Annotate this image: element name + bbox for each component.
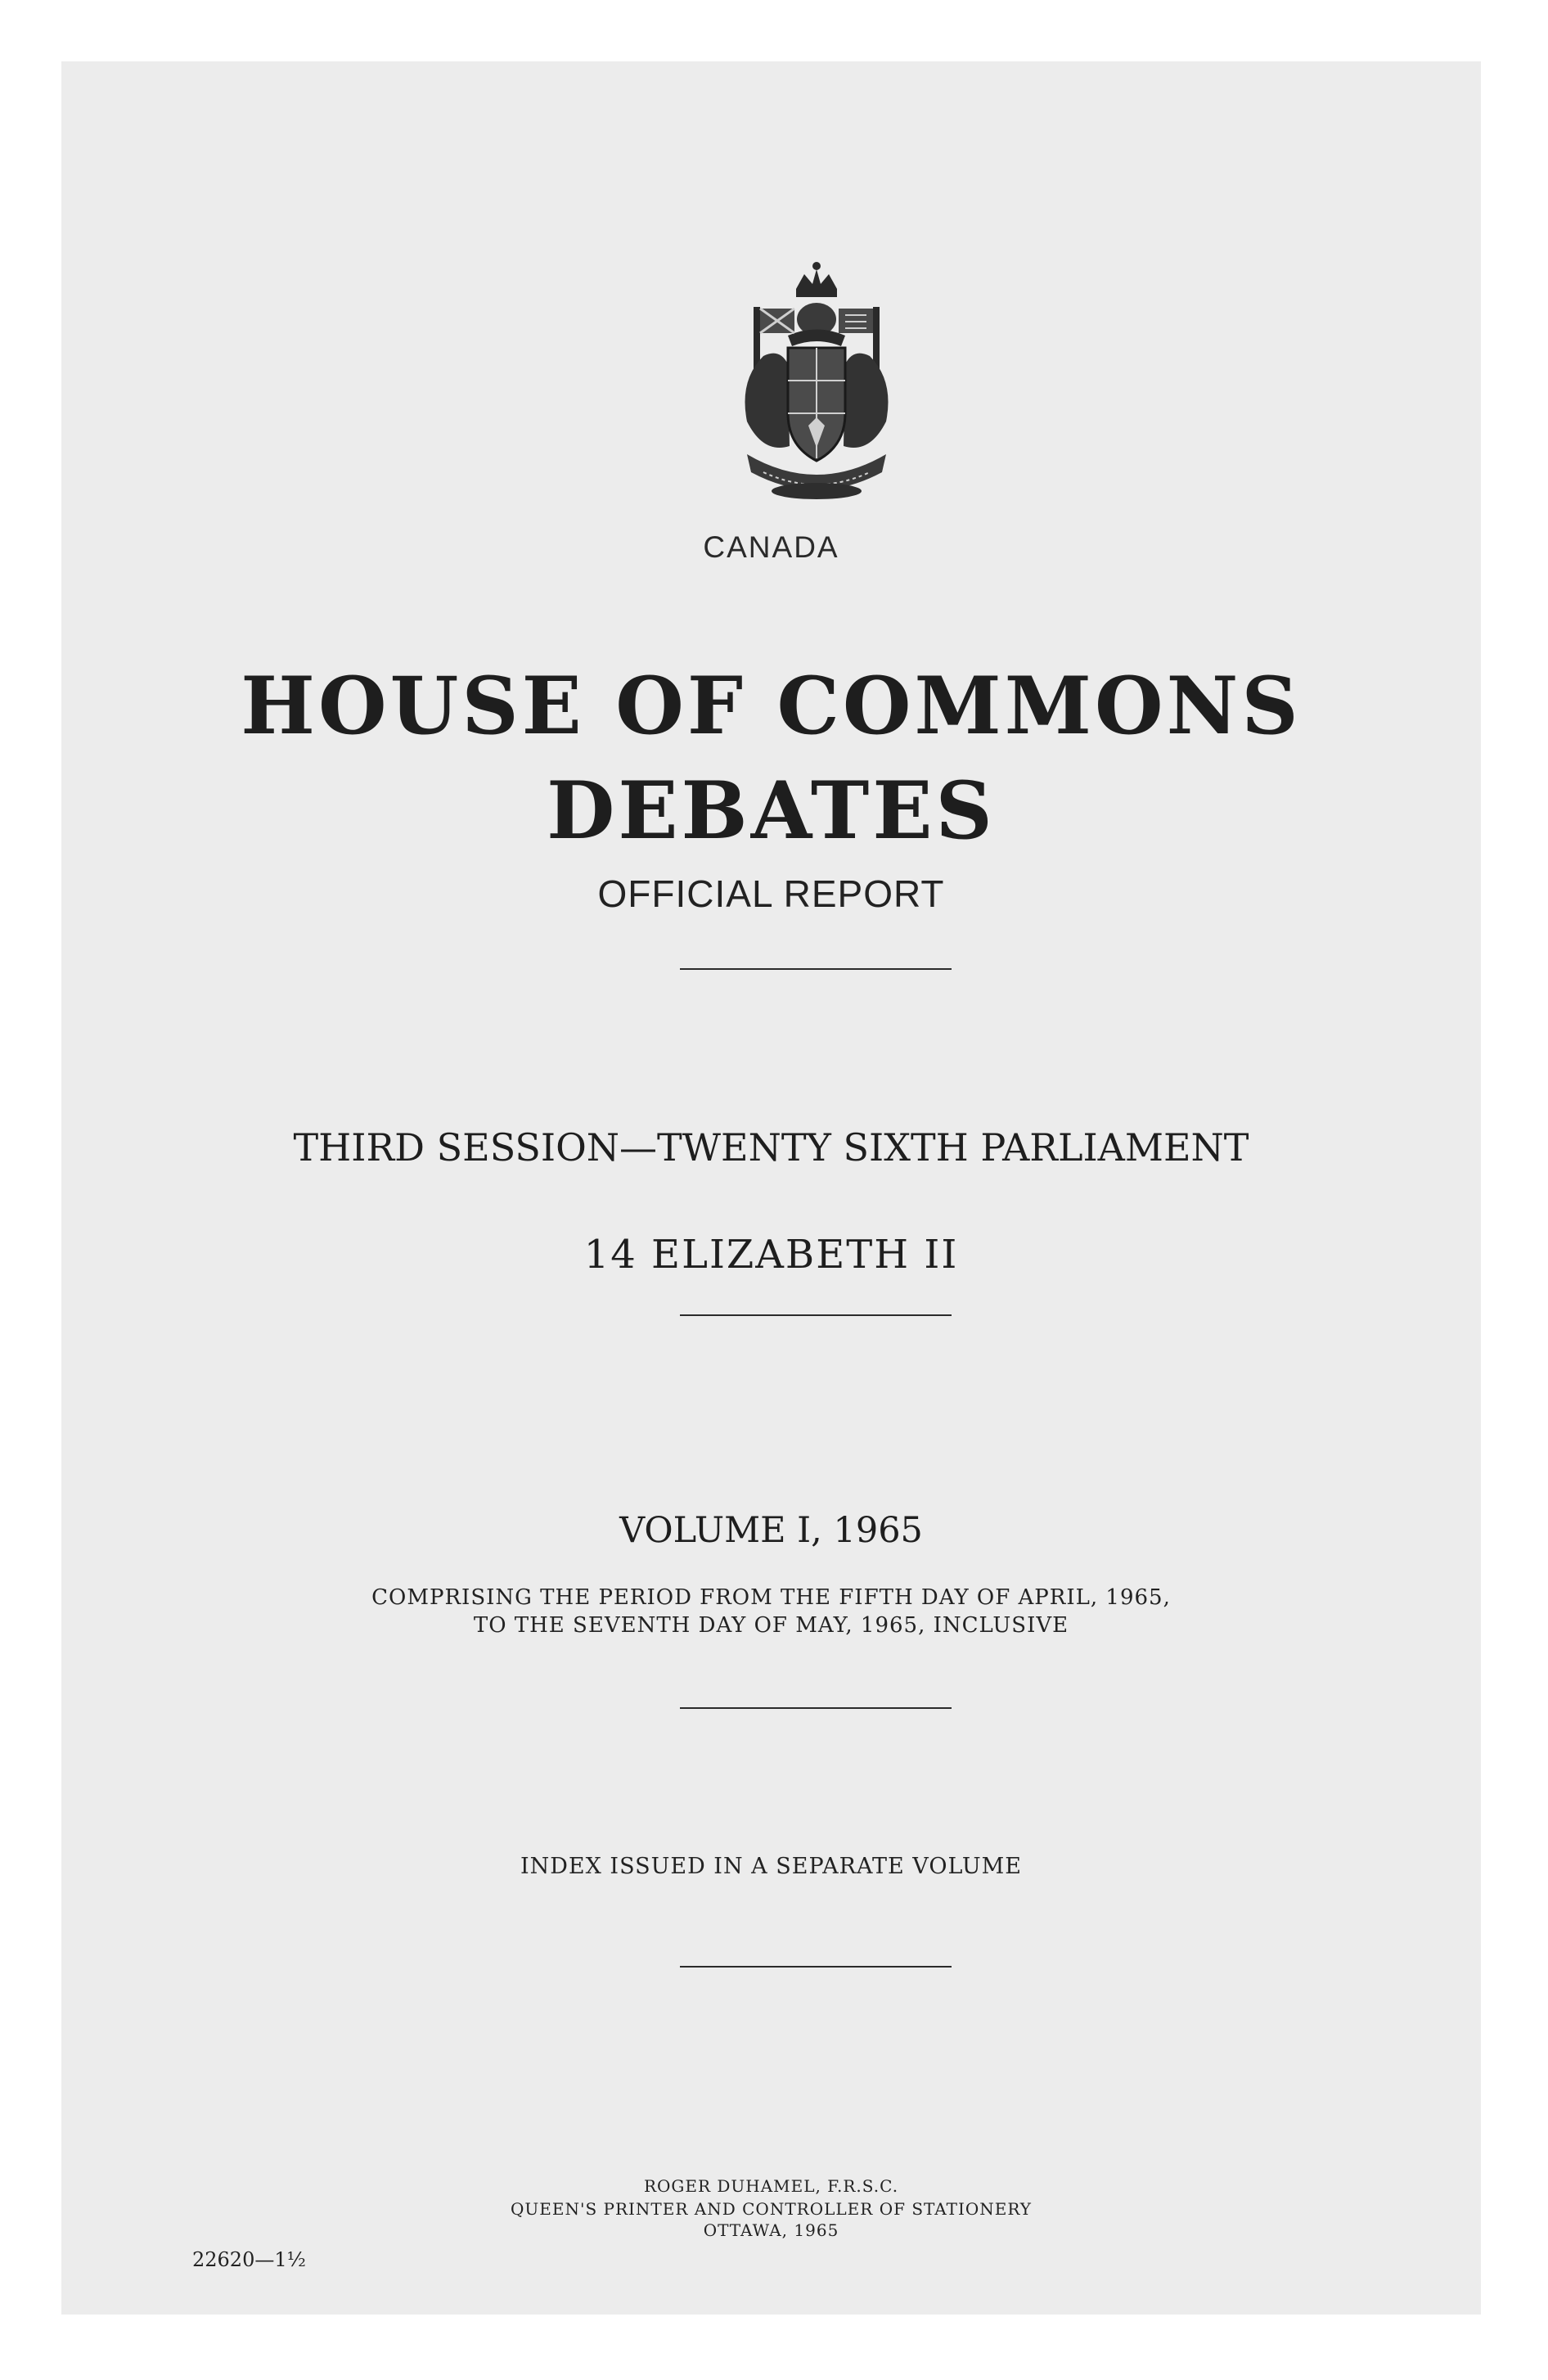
document-page	[61, 61, 1481, 2315]
document-title-line-2: DEBATES	[547, 764, 996, 857]
divider-rule	[680, 1314, 952, 1316]
divider-rule	[680, 1707, 952, 1709]
period-line-2: TO THE SEVENTH DAY OF MAY, 1965, INCLUSIVE	[473, 1613, 1069, 1638]
imprint-role: QUEEN'S PRINTER AND CONTROLLER OF STATIONERY	[511, 2199, 1032, 2219]
coat-of-arms-icon	[731, 258, 902, 503]
index-note: INDEX ISSUED IN A SEPARATE VOLUME	[520, 1854, 1023, 1879]
divider-rule	[680, 1966, 952, 1968]
imprint-place: OTTAWA, 1965	[703, 2220, 839, 2240]
regnal-year: 14 ELIZABETH II	[583, 1232, 959, 1278]
imprint-name: ROGER DUHAMEL, F.R.S.C.	[643, 2176, 899, 2196]
period-line-1: COMPRISING THE PERIOD FROM THE FIFTH DAY OF APRIL, 1965,	[371, 1585, 1171, 1610]
session-line: THIRD SESSION—TWENTY SIXTH PARLIAMENT	[293, 1125, 1249, 1170]
document-title-line-1: HOUSE OF COMMONS	[241, 660, 1302, 752]
volume-label: VOLUME I, 1965	[619, 1510, 923, 1551]
divider-rule	[680, 968, 952, 970]
print-number: 22620—1½	[192, 2248, 306, 2271]
country-label: CANADA	[703, 530, 839, 564]
document-subtitle: OFFICIAL REPORT	[597, 872, 945, 915]
